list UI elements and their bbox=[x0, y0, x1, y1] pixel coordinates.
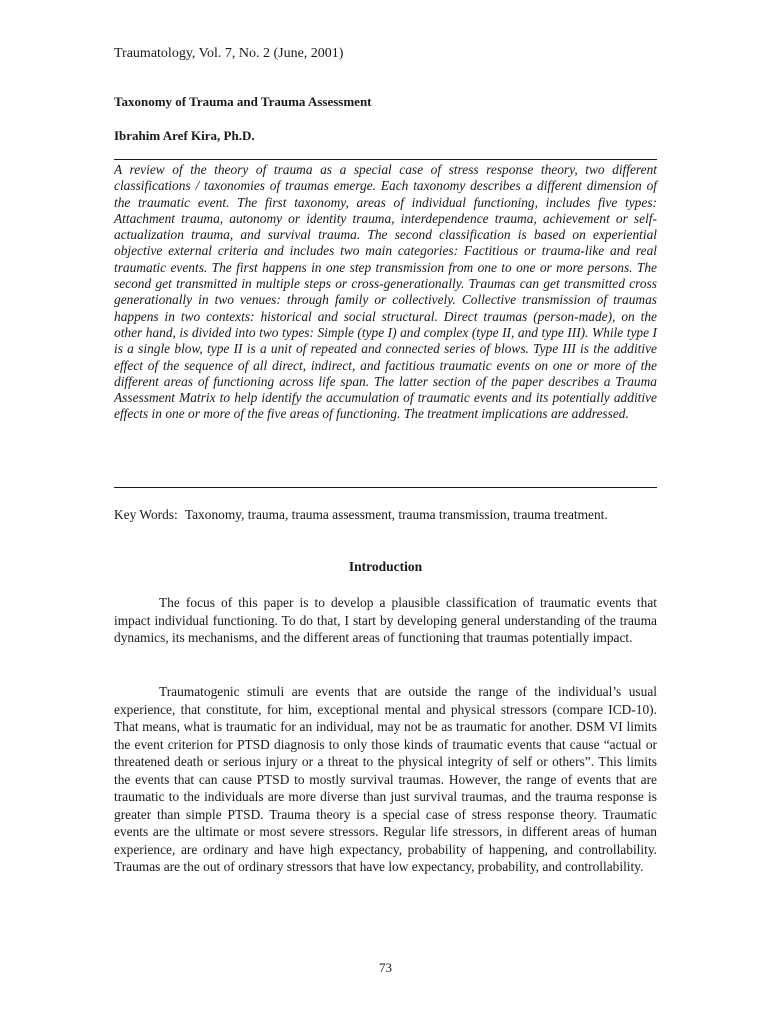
keywords bbox=[114, 506, 657, 523]
keywords-label: Key Words: bbox=[114, 507, 178, 522]
body-paragraph: The focus of this paper is to develop a plausible classification of traumatic events that impact individual functioning. To do that, I start by developing general understanding of the trauma dynamics, its mechanisms, and the different areas of functioning that traumas potentially impact. bbox=[114, 595, 657, 645]
abstract-bottom-rule bbox=[114, 487, 657, 488]
abstract-top-rule bbox=[114, 159, 657, 160]
page-number: 73 bbox=[379, 960, 392, 975]
keywords-text: Taxonomy, trauma, trauma assessment, trauma transmission, trauma treatment. bbox=[184, 507, 608, 522]
author-name: Ibrahim Aref Kira, Ph.D. bbox=[114, 128, 255, 143]
journal-citation: Traumatology, Vol. 7, No. 2 (June, 2001) bbox=[114, 46, 344, 61]
paper-title: Taxonomy of Trauma and Trauma Assessment bbox=[114, 94, 372, 109]
abstract-text: A review of the theory of trauma as a special case of stress response theory, two different classifications / taxonomies of traumas emerge. Each taxonomy describes a different dimension of the traumatic event. The first taxonomy, areas of individual functioning, includes five types: Attachment trauma, autonomy or identity trauma, interdependence trauma, achievement or self-actualization trauma, and survival trauma. The second classification is based on experiential objective external criteria and includes two main categories: Factitious or trauma-like and real traumatic events. The first happens in one step transmission from one to one or more persons. The second get transmitted in multiple steps or cross-generationally. Traumas can get transmitted cross generationally in two venues: through family or collectively. Collective transmission of traumas happens in two contexts: historical and social structural. Direct traumas (person-made), on the other hand, is divided into two types: Simple (type I) and complex (type II, and type III). While type I is a single blow, type II is a unit of repeated and connected series of blows. Type III is the additive effect of the sequence of all direct, indirect, and factitious traumatic events on one or more of the different areas of functioning across life span. The latter section of the paper describes a Trauma Assessment Matrix to help identify the accumulation of traumatic events and its potentially additive effects in one or more of the five areas of functioning. The treatment implications are addressed. bbox=[114, 162, 657, 422]
body-paragraph: Traumatogenic stimuli are events that are outside the range of the individual’s usual experience, that constitute, for him, exceptional mental and physical stressors (compare ICD-10). That means, what is traumatic for an individual, may not be as traumatic for another. DSM VI limits the event criterion for PTSD diagnosis to only those kinds of traumatic events that cause “actual or threatened death or serious injury or a threat to the physical integrity of self or others”. This limits the events that can cause PTSD to mostly survival traumas. However, the range of events that are traumatic to the individuals are more diverse than just survival traumas, and the trauma response is greater than simple PTSD. Trauma theory is a special case of stress response theory. Traumatic events are the ultimate or most severe stressors. Regular life stressors, in different areas of human experience, are ordinary and have high expectancy, probability of happening, and controllability. Traumas are the out of ordinary stressors that have low expectancy, probability, and controllability. bbox=[114, 684, 657, 874]
section-heading-introduction: Introduction bbox=[348, 559, 423, 574]
